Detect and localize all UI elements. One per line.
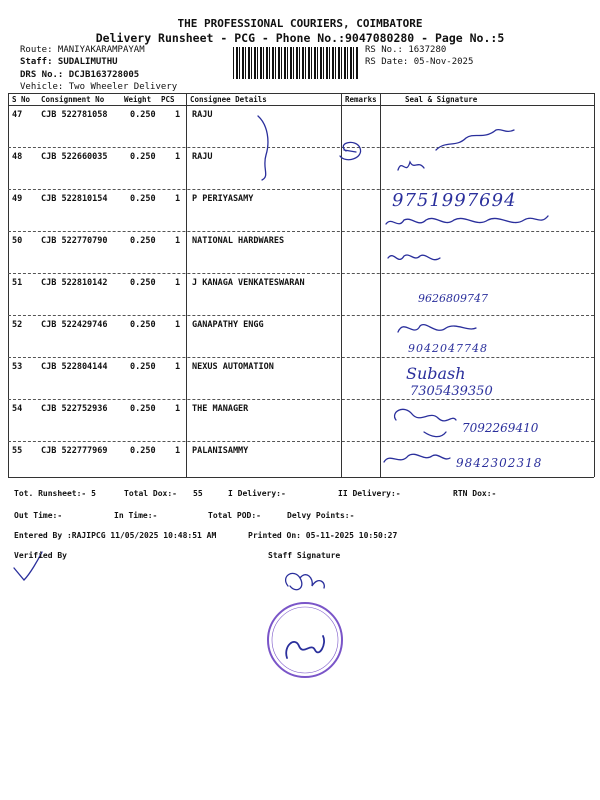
row-weight: 0.250 bbox=[130, 194, 156, 204]
i-delivery: I Delivery:- bbox=[228, 489, 286, 498]
row-pcs: 1 bbox=[175, 362, 181, 372]
row-consignment: CJB 522781058 bbox=[41, 110, 108, 120]
row-consignee: NEXUS AUTOMATION bbox=[192, 362, 274, 372]
handwritten-name: Subash bbox=[406, 364, 466, 383]
route-label: Route: MANIYAKARAMPAYAM bbox=[20, 45, 145, 55]
rs-number: RS No.: 1637280 bbox=[365, 45, 447, 55]
row-sno: 50 bbox=[12, 236, 23, 246]
row-sno: 52 bbox=[12, 320, 23, 330]
row-weight: 0.250 bbox=[130, 446, 156, 456]
total-pod: Total POD:- bbox=[208, 511, 261, 520]
header-consignee: Consignee Details bbox=[190, 95, 267, 104]
header-weight: Weight bbox=[124, 95, 152, 104]
row-pcs: 1 bbox=[175, 194, 181, 204]
row-weight: 0.250 bbox=[130, 152, 156, 162]
staff-signature-label: Staff Signature bbox=[268, 551, 341, 560]
total-runsheet: Tot. Runsheet:- 5 bbox=[14, 489, 96, 498]
row-weight: 0.250 bbox=[130, 278, 156, 288]
row-consignment: CJB 522429746 bbox=[41, 320, 108, 330]
header-sno: S No bbox=[12, 95, 31, 104]
rs-date: RS Date: 05-Nov-2025 bbox=[365, 57, 474, 67]
row-weight: 0.250 bbox=[130, 404, 156, 414]
total-dox-label: Total Dox:- bbox=[124, 489, 177, 498]
handwritten-phone: 9842302318 bbox=[456, 456, 543, 470]
signature-row-50 bbox=[388, 255, 440, 260]
row-weight: 0.250 bbox=[130, 320, 156, 330]
signature-stroke bbox=[258, 116, 268, 180]
total-dox-value: 55 bbox=[193, 489, 203, 498]
signature-row-55 bbox=[384, 454, 450, 462]
header-pcs: PCS bbox=[161, 95, 175, 104]
row-consignment: CJB 522752936 bbox=[41, 404, 108, 414]
row-sno: 51 bbox=[12, 278, 23, 288]
signature-row-49 bbox=[386, 216, 548, 224]
delivery-points: Delvy Points:- bbox=[287, 511, 355, 520]
round-stamp bbox=[265, 600, 345, 680]
row-sno: 48 bbox=[12, 152, 23, 162]
row-consignment: CJB 522810142 bbox=[41, 278, 108, 288]
remarks-mark bbox=[340, 142, 361, 159]
staff-signature-mark bbox=[286, 573, 325, 589]
company-title: THE PROFESSIONAL COURIERS, COIMBATORE bbox=[177, 17, 423, 30]
verified-by: Verified By bbox=[14, 551, 67, 560]
row-pcs: 1 bbox=[175, 320, 181, 330]
row-consignee: NATIONAL HARDWARES bbox=[192, 236, 285, 246]
row-sno: 53 bbox=[12, 362, 23, 372]
header-seal-signature: Seal & Signature bbox=[405, 95, 478, 104]
row-consignment: CJB 522777969 bbox=[41, 446, 108, 456]
row-pcs: 1 bbox=[175, 404, 181, 414]
row-consignee: GANAPATHY ENGG bbox=[192, 320, 264, 330]
row-weight: 0.250 bbox=[130, 110, 156, 120]
signature-row-48 bbox=[398, 130, 514, 170]
printed-on: Printed On: 05-11-2025 10:50:27 bbox=[248, 531, 398, 540]
row-sno: 54 bbox=[12, 404, 23, 414]
row-consignee: P PERIYASAMY bbox=[192, 194, 254, 204]
row-consignment: CJB 522660035 bbox=[41, 152, 108, 162]
row-consignee: J KANAGA VENKATESWARAN bbox=[192, 278, 305, 288]
handwritten-phone: 9626809747 bbox=[418, 292, 488, 305]
vehicle-label: Vehicle: Two Wheeler Delivery bbox=[20, 82, 178, 92]
row-pcs: 1 bbox=[175, 110, 181, 120]
row-weight: 0.250 bbox=[130, 236, 156, 246]
row-sno: 49 bbox=[12, 194, 23, 204]
signature-row-52 bbox=[398, 325, 476, 332]
row-consignee: THE MANAGER bbox=[192, 404, 249, 414]
row-sno: 47 bbox=[12, 110, 23, 120]
row-consignment: CJB 522804144 bbox=[41, 362, 108, 372]
ii-delivery: II Delivery:- bbox=[338, 489, 401, 498]
row-weight: 0.250 bbox=[130, 362, 156, 372]
row-pcs: 1 bbox=[175, 236, 181, 246]
row-sno: 55 bbox=[12, 446, 23, 456]
row-consignment: CJB 522770790 bbox=[41, 236, 108, 246]
handwritten-phone: 9042047748 bbox=[408, 342, 488, 355]
in-time: In Time:- bbox=[114, 511, 158, 520]
header-consignment: Consignment No bbox=[41, 95, 105, 104]
row-pcs: 1 bbox=[175, 446, 181, 456]
header-remarks: Remarks bbox=[345, 95, 377, 104]
drs-label: DRS No.: DCJB163728005 bbox=[20, 70, 140, 80]
row-pcs: 1 bbox=[175, 278, 181, 288]
entered-by: Entered By :RAJIPCG 11/05/2025 10:48:51 AM bbox=[14, 531, 217, 540]
handwritten-phone: 9751997694 bbox=[392, 190, 517, 211]
handwritten-phone: 7092269410 bbox=[462, 421, 539, 435]
rtn-dox: RTN Dox:- bbox=[453, 489, 497, 498]
row-pcs: 1 bbox=[175, 152, 181, 162]
out-time: Out Time:- bbox=[14, 511, 63, 520]
row-consignee: PALANISAMMY bbox=[192, 446, 249, 456]
row-consignee: RAJU bbox=[192, 152, 213, 162]
staff-label: Staff: SUDALIMUTHU bbox=[20, 57, 118, 67]
signature-row-54 bbox=[395, 409, 456, 436]
runsheet-title: Delivery Runsheet - PCG - Phone No.:9047080280 - Page No.:5 bbox=[95, 31, 505, 45]
row-consignment: CJB 522810154 bbox=[41, 194, 108, 204]
row-consignee: RAJU bbox=[192, 110, 213, 120]
handwritten-phone: 7305439350 bbox=[410, 384, 493, 399]
